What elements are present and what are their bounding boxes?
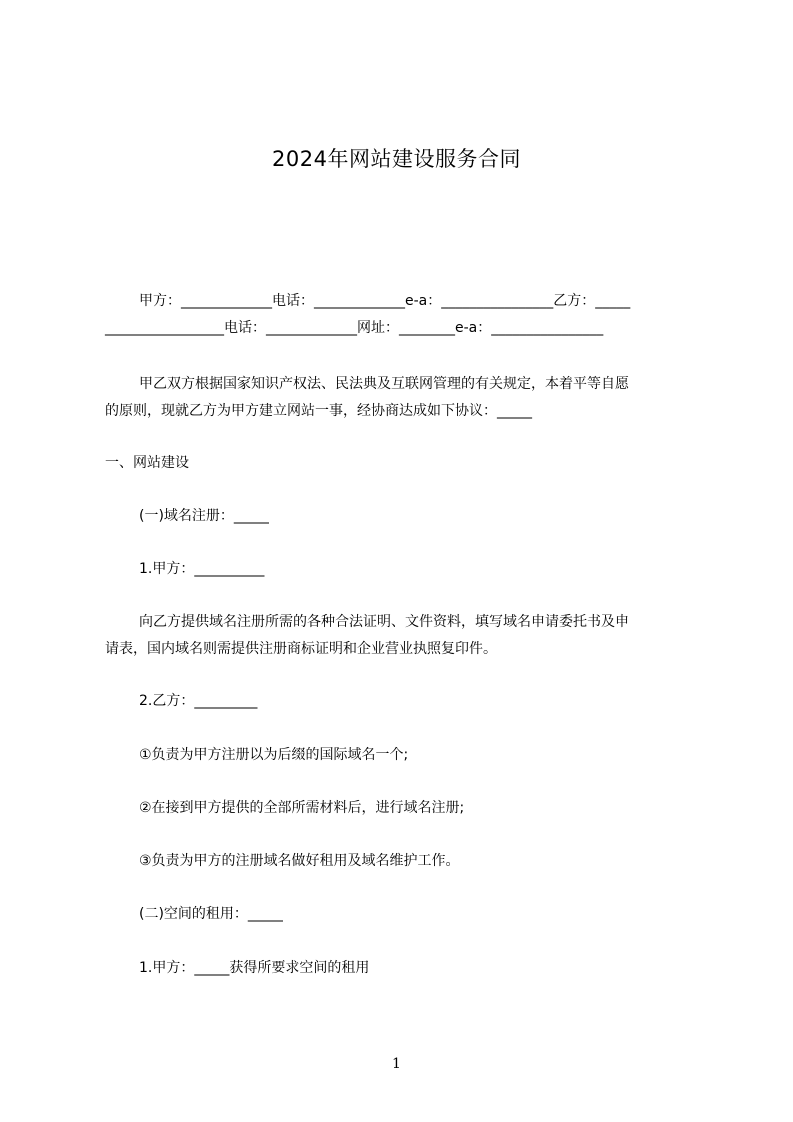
- subsection-domain: (一)域名注册：_____: [139, 508, 269, 524]
- intro-line-2: 的原则，现就乙方为甲方建立网站一事，经协商达成如下协议：_____: [105, 403, 532, 419]
- item-hosting-party-a: 1.甲方：_____获得所要求空间的租用: [139, 960, 370, 976]
- parties-line-1: 甲方：_____________电话：_____________e-a：________________乙方：_____: [139, 293, 631, 309]
- parties-line-2: _________________电话：_____________网址：________e-a：________________: [105, 320, 604, 336]
- subsection-hosting: (二)空间的租用：_____: [139, 906, 283, 922]
- clause-3: ③负责为甲方的注册域名做好租用及域名维护工作。: [139, 853, 460, 869]
- document-title: 2024年网站建设服务合同: [272, 147, 521, 171]
- clause-2: ②在接到甲方提供的全部所需材料后，进行域名注册;: [139, 800, 465, 816]
- page-number: 1: [392, 1056, 401, 1072]
- item-party-a: 1.甲方：__________: [139, 561, 265, 577]
- section-heading: 一、网站建设: [105, 455, 189, 471]
- clause-1: ①负责为甲方注册以为后缀的国际域名一个;: [139, 747, 409, 763]
- item-party-b: 2.乙方：_________: [139, 693, 258, 709]
- intro-line-1: 甲乙双方根据国家知识产权法、民法典及互联网管理的有关规定，本着平等自愿: [139, 376, 629, 392]
- paragraph-line-1: 向乙方提供域名注册所需的各种合法证明、文件资料，填写域名申请委托书及申: [139, 614, 629, 630]
- paragraph-line-2: 请表，国内域名则需提供注册商标证明和企业营业执照复印件。: [105, 641, 497, 657]
